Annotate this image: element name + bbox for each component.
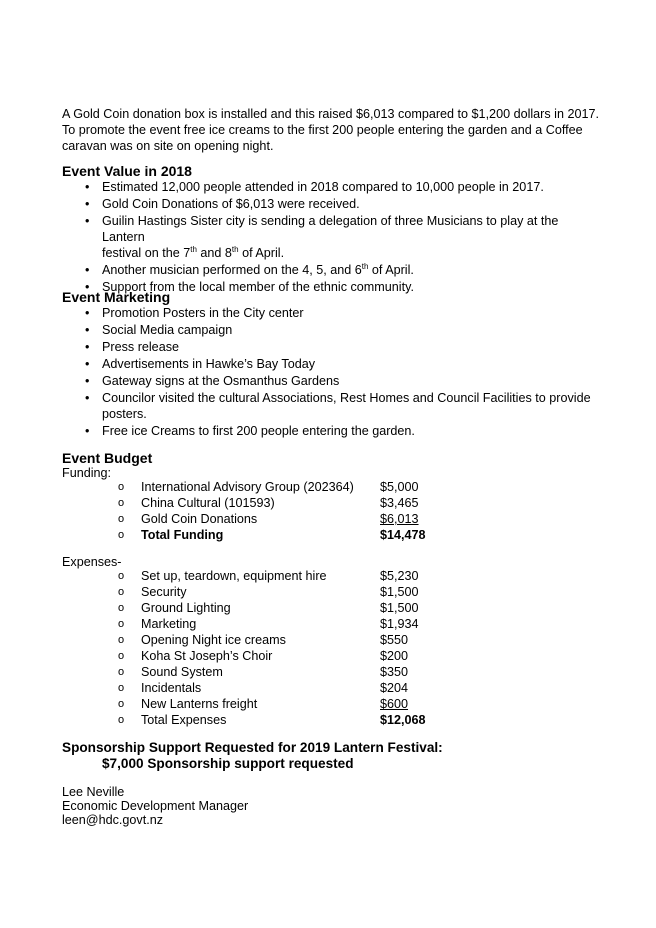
event-value-list [62,179,602,296]
list-item: • Promotion Posters in the City center [62,305,602,321]
budget-amount: $204 [380,681,409,695]
budget-item: Total Expenses [141,713,227,727]
sponsorship-heading: Sponsorship Support Requested for 2019 Lantern Festival: [62,740,443,755]
budget-item: Opening Night ice creams [141,633,286,647]
event-marketing-heading: Event Marketing [62,289,171,305]
circle-bullet-icon: o [118,570,125,582]
expense-row [118,632,438,648]
budget-amount: $350 [380,665,409,679]
funding-row [118,495,438,511]
list-item [62,213,602,261]
circle-bullet-icon: o [118,529,125,541]
event-value-heading: Event Value in 2018 [62,163,192,179]
circle-bullet-icon: o [118,698,125,710]
list-item: • Free ice Creams to first 200 people entering the garden. [62,423,602,439]
circle-bullet-icon: o [118,714,125,726]
budget-amount: $5,230 [380,569,419,583]
budget-amount: $6,013 [380,512,419,526]
budget-item: Koha St Joseph’s Choir [141,649,273,663]
superscript: th [361,261,369,271]
budget-item: Incidentals [141,681,202,695]
intro-line: To promote the event free ice creams to the first 200 people entering the garden and a Coffee [62,123,583,137]
guilin-text: of April. [238,246,285,260]
budget-item: Marketing [141,617,197,631]
intro-line: caravan was on site on opening night. [62,139,274,153]
circle-bullet-icon: o [118,602,125,614]
circle-bullet-icon: o [118,481,125,493]
budget-amount: $550 [380,633,409,647]
expense-row [118,568,438,584]
budget-item: Set up, teardown, equipment hire [141,569,327,583]
superscript: th [190,244,197,254]
list-item [62,390,602,422]
budget-amount: $5,000 [380,480,419,494]
guilin-text: festival on the 7 [102,246,191,260]
list-item: • Gold Coin Donations of $6,013 were received. [62,196,602,212]
intro-paragraph [62,106,622,154]
expense-row [118,600,438,616]
budget-amount: $3,465 [380,496,419,510]
budget-amount: $12,068 [380,713,426,727]
expense-row [118,616,438,632]
circle-bullet-icon: o [118,513,125,525]
budget-amount: $14,478 [380,528,426,542]
circle-bullet-icon: o [118,497,125,509]
event-marketing-list [62,305,602,440]
funding-row [118,511,438,527]
budget-item: Gold Coin Donations [141,512,258,526]
budget-amount: $200 [380,649,409,663]
expense-row [118,648,438,664]
another-text: Another musician performed on the 4, 5, and 6 [102,263,362,277]
councilor-line1: Councilor visited the cultural Associations, Rest Homes and Council Facilities to provide [102,391,591,405]
another-text: of April. [368,263,414,277]
list-item: • Press release [62,339,602,355]
signature-email: leen@hdc.govt.nz [62,813,164,827]
budget-item: Sound System [141,665,223,679]
councilor-line2: posters. [102,407,147,421]
signature-name: Lee Neville [62,785,125,799]
expense-row [118,680,438,696]
expenses-label: Expenses- [62,555,122,569]
list-item [62,262,602,278]
event-budget-heading: Event Budget [62,450,153,466]
budget-amount: $1,934 [380,617,419,631]
budget-item: New Lanterns freight [141,697,258,711]
list-item: • Support from the local member of the ethnic community. [62,279,602,295]
intro-line: A Gold Coin donation box is installed and this raised $6,013 compared to $1,200 dollars in 2017. [62,107,599,121]
expense-row [118,664,438,680]
circle-bullet-icon: o [118,666,125,678]
budget-amount: $1,500 [380,585,419,599]
list-item: • Advertisements in Hawke’s Bay Today [62,356,602,372]
expense-row [118,696,438,712]
budget-item: Ground Lighting [141,601,231,615]
sponsorship-amount: $7,000 Sponsorship support requested [102,756,354,771]
guilin-text: and 8 [196,246,232,260]
budget-item: Security [141,585,187,599]
expense-row [118,584,438,600]
circle-bullet-icon: o [118,650,125,662]
expense-total-row [118,712,438,728]
funding-label: Funding: [62,466,112,480]
funding-row [118,479,438,495]
list-item: • Social Media campaign [62,322,602,338]
budget-amount: $600 [380,697,409,711]
circle-bullet-icon: o [118,618,125,630]
guilin-line1: Guilin Hastings Sister city is sending a delegation of three Musicians to play at the Lantern [102,214,559,244]
circle-bullet-icon: o [118,586,125,598]
budget-item: International Advisory Group (202364) [141,480,354,494]
budget-item: Total Funding [141,528,224,542]
budget-amount: $1,500 [380,601,419,615]
list-item: • Gateway signs at the Osmanthus Gardens [62,373,602,389]
list-item: • Estimated 12,000 people attended in 2018 compared to 10,000 people in 2017. [62,179,602,195]
budget-item: China Cultural (101593) [141,496,275,510]
circle-bullet-icon: o [118,682,125,694]
superscript: th [231,244,239,254]
funding-total-row [118,527,438,543]
circle-bullet-icon: o [118,634,125,646]
signature-title: Economic Development Manager [62,799,249,813]
